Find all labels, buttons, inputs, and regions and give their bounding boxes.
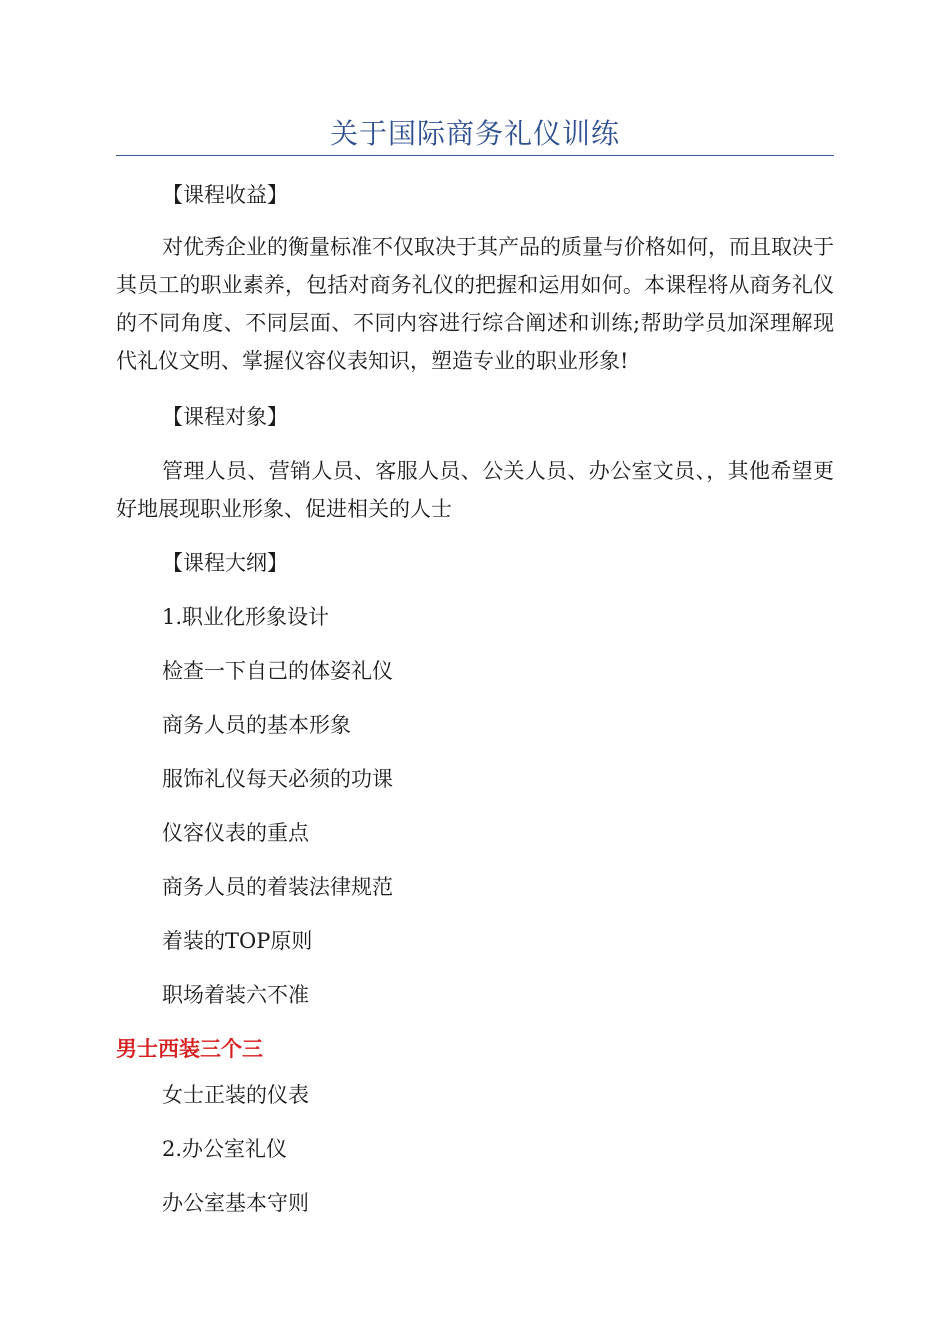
outline-item: 职场着装六不准 <box>162 983 309 1007</box>
red-subheading: 男士西装三个三 <box>116 1037 263 1061</box>
outline-item: 1.职业化形象设计 <box>162 605 330 629</box>
benefit-paragraph: 对优秀企业的衡量标准不仅取决于其产品的质量与价格如何，而且取决于其员工的职业素养，包括对商务礼仪的把握和运用如何。本课程将从商务礼仪的不同角度、不同层面、不同内容进行综合阐述和训练;帮助学员加深理解现代礼仪文明、掌握仪容仪表知识，塑造专业的职业形象! <box>116 235 834 373</box>
document-title: 关于国际商务礼仪训练 <box>329 117 620 150</box>
outline-heading: 【课程大纲】 <box>162 551 288 575</box>
audience-heading: 【课程对象】 <box>162 405 288 429</box>
outline-item: 服饰礼仪每天必须的功课 <box>162 767 393 791</box>
outline-item: 着装的TOP原则 <box>162 929 313 953</box>
outline-item: 商务人员的基本形象 <box>162 713 351 737</box>
audience-paragraph: 管理人员、营销人员、客服人员、公关人员、办公室文员、，其他希望更好地展现职业形象、促进相关的人士 <box>116 459 834 521</box>
outline-item: 办公室基本守则 <box>162 1191 309 1215</box>
outline-item: 商务人员的着装法律规范 <box>162 875 393 899</box>
benefit-heading: 【课程收益】 <box>162 183 288 207</box>
title-underline <box>116 155 834 156</box>
outline-item: 检查一下自己的体姿礼仪 <box>162 659 393 683</box>
outline-item: 2.办公室礼仪 <box>162 1137 288 1161</box>
outline-item: 女士正装的仪表 <box>162 1083 309 1107</box>
outline-item: 仪容仪表的重点 <box>162 821 309 845</box>
